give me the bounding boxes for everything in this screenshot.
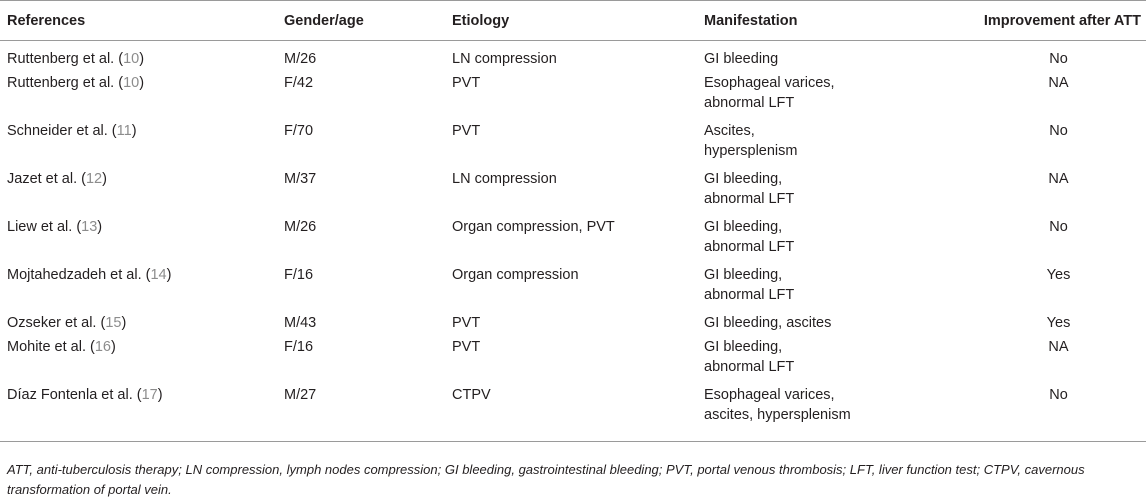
reference-close-paren: )	[121, 315, 127, 331]
reference-close-paren: )	[97, 219, 103, 235]
table-row	[0, 73, 1146, 121]
reference-number-link[interactable]: 17	[141, 387, 158, 403]
manifestation-line-1: GI bleeding, ascites	[704, 315, 832, 331]
reference-number-link[interactable]: 11	[116, 123, 132, 139]
reference-author: Díaz Fontenla et al. (	[7, 387, 142, 403]
cell-manifestation	[697, 217, 925, 265]
table-row	[0, 169, 1146, 217]
cell-gender-age: F/16	[284, 339, 314, 355]
manifestation-line-2: hypersplenism	[704, 143, 798, 159]
reference-close-paren: )	[157, 387, 163, 403]
reference-number-link[interactable]: 10	[123, 75, 140, 91]
reference-number-link[interactable]: 16	[94, 339, 111, 355]
cell-improvement: Yes	[1046, 267, 1071, 283]
cell-improvement: NA	[1048, 339, 1069, 355]
manifestation-line-2: abnormal LFT	[704, 239, 795, 255]
cell-improvement: No	[925, 385, 1146, 442]
cell-etiology: PVT	[452, 339, 481, 355]
manifestation-line-2: abnormal LFT	[704, 95, 795, 111]
reference-close-paren: )	[131, 123, 137, 139]
reference-number-link[interactable]: 12	[85, 171, 103, 187]
cell-etiology: CTPV	[445, 385, 697, 442]
cell-manifestation	[697, 41, 925, 74]
header-row	[0, 1, 1146, 41]
manifestation-line-1: Esophageal varices,	[704, 387, 835, 403]
table-row	[0, 217, 1146, 265]
manifestation-line-1: Ascites,	[704, 123, 755, 139]
cell-manifestation	[697, 313, 925, 337]
reference-author: Jazet et al. (	[7, 171, 86, 187]
cell-manifestation	[697, 337, 925, 385]
header-improvement: Improvement after ATT	[925, 1, 1146, 41]
manifestation-line-1: GI bleeding,	[704, 219, 783, 235]
reference-author: Ozseker et al. (	[7, 315, 106, 331]
cell-gender-age: M/26	[284, 51, 317, 67]
reference-number-link[interactable]: 13	[81, 219, 98, 235]
manifestation-line-2: ascites, hypersplenism	[704, 407, 851, 423]
table-row	[0, 313, 1146, 337]
cell-improvement: No	[1049, 51, 1068, 67]
cell-etiology: PVT	[452, 315, 481, 331]
reference-close-paren: )	[139, 75, 145, 91]
header-etiology: Etiology	[445, 1, 697, 41]
cell-manifestation	[697, 385, 925, 442]
table-body	[0, 41, 1146, 442]
table-row	[0, 41, 1146, 74]
manifestation-line-1: GI bleeding,	[704, 171, 783, 187]
cell-etiology: Organ compression, PVT	[452, 219, 615, 235]
manifestation-line-2: abnormal LFT	[704, 191, 795, 207]
header-gender-age: Gender/age	[277, 1, 445, 41]
header-references: References	[0, 1, 277, 41]
cell-etiology: LN compression	[452, 51, 557, 67]
cell-reference	[0, 73, 277, 121]
cell-reference	[0, 265, 277, 313]
cell-etiology: LN compression	[452, 171, 557, 187]
cell-reference	[0, 217, 277, 265]
cell-manifestation	[697, 169, 925, 217]
reference-number-link[interactable]: 10	[123, 51, 140, 67]
table-row	[0, 385, 1146, 442]
manifestation-line-1: GI bleeding,	[704, 267, 783, 283]
cell-manifestation	[697, 121, 925, 169]
cell-improvement: No	[1049, 219, 1068, 235]
manifestation-line-1: GI bleeding	[704, 51, 779, 67]
cell-improvement: NA	[1048, 171, 1069, 187]
cell-etiology: PVT	[452, 75, 481, 91]
reference-author: Ruttenberg et al. (	[7, 51, 124, 67]
cell-reference	[0, 313, 277, 337]
cell-reference	[0, 41, 277, 74]
cell-gender-age: F/70	[284, 123, 314, 139]
reference-close-paren: )	[102, 171, 107, 187]
manifestation-line-2: abnormal LFT	[704, 359, 795, 375]
manifestation-line-1: GI bleeding,	[704, 339, 783, 355]
manifestation-line-2: abnormal LFT	[704, 287, 795, 303]
table-row	[0, 121, 1146, 169]
reference-author: Ruttenberg et al. (	[7, 75, 124, 91]
reference-close-paren: )	[139, 51, 145, 67]
cell-manifestation	[697, 265, 925, 313]
cell-reference	[0, 121, 277, 169]
manifestation-line-1: Esophageal varices,	[704, 75, 835, 91]
cell-improvement: NA	[1048, 75, 1069, 91]
cell-manifestation	[697, 73, 925, 121]
cell-improvement: Yes	[1046, 315, 1071, 331]
reference-close-paren: )	[110, 339, 116, 355]
reference-number-link[interactable]: 14	[150, 267, 167, 283]
reference-author: Schneider et al. (	[7, 123, 117, 139]
cell-reference	[0, 337, 277, 385]
cell-gender-age: M/37	[284, 171, 317, 187]
cell-etiology: Organ compression	[452, 267, 579, 283]
cell-gender-age: F/16	[284, 267, 314, 283]
table-header	[0, 1, 1146, 41]
cell-reference	[0, 169, 277, 217]
cell-gender-age: M/43	[284, 315, 317, 331]
header-manifestation: Manifestation	[697, 1, 925, 41]
table-footnote: ATT, anti-tuberculosis therapy; LN compression, lymph nodes compression; GI bleeding, gastrointestinal bleeding; PVT, portal venous thrombosis; LFT, liver function test; CTPV, cavernous transformation of portal vein.	[7, 462, 1085, 497]
cell-improvement: No	[1049, 123, 1068, 139]
cell-etiology: PVT	[452, 123, 481, 139]
cell-gender-age: M/27	[277, 385, 445, 442]
cell-gender-age: M/26	[284, 219, 317, 235]
reference-number-link[interactable]: 15	[105, 315, 122, 331]
table-row	[0, 265, 1146, 313]
cell-reference	[0, 385, 277, 442]
reference-close-paren: )	[166, 267, 172, 283]
reference-author: Liew et al. (	[7, 219, 82, 235]
table-row	[0, 337, 1146, 385]
reference-author: Mojtahedzadeh et al. (	[7, 267, 151, 283]
reference-author: Mohite et al. (	[7, 339, 95, 355]
cell-gender-age: F/42	[284, 75, 314, 91]
